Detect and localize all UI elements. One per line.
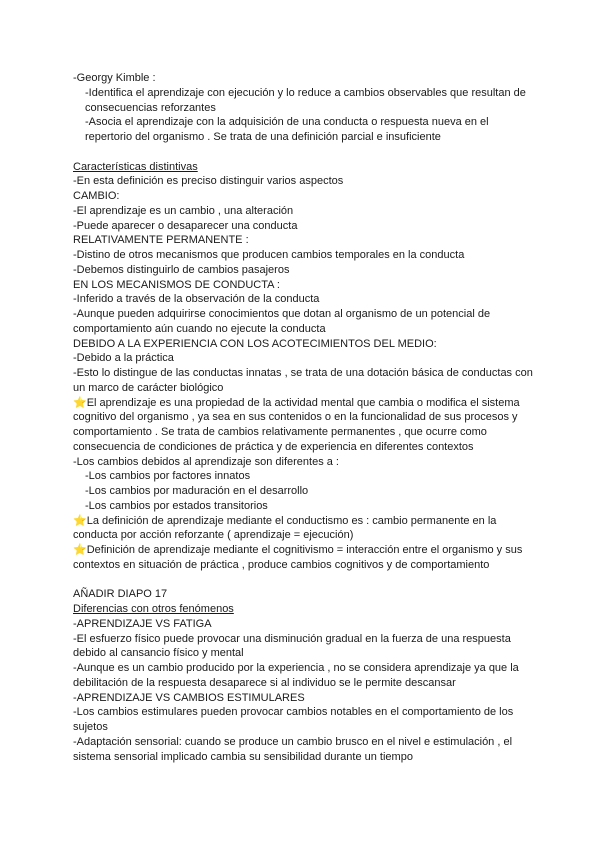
subheading: -APRENDIZAJE VS FATIGA — [73, 617, 212, 630]
author-line: -Georgy Kimble : — [73, 72, 156, 84]
body-line: -Distino de otros mecanismos que producen cambios temporales en la conducta — [73, 249, 465, 261]
blank-line — [73, 573, 533, 588]
list-item: -Los cambios por estados transitorios — [85, 499, 268, 512]
body-line: -Inferido a través de la observación de la conducta — [73, 293, 320, 306]
body-text: Definición de aprendizaje mediante el cognitivismo = interacción entre el organismo y sus contextos en situación de práctica , produce cambios cognitivos y de comportamiento — [73, 544, 523, 571]
subheading: CAMBIO: — [73, 190, 120, 202]
body-line: -En esta definición es preciso distinguir varios aspectos — [73, 175, 344, 188]
blank-line — [73, 145, 533, 160]
body-line: -Los cambios debidos al aprendizaje son diferentes a : — [73, 455, 339, 468]
body-line: -Esto lo distingue de las conductas innatas , se trata de una dotación básica de conductas con un marco de carácter biológico — [73, 367, 533, 394]
body-line: -Aunque pueden adquirirse conocimientos que dotan al organismo de un potencial de comportamiento aún cuando no ejecute la conducta — [73, 308, 491, 335]
body-line: -Debido a la práctica — [73, 352, 174, 365]
body-line: -Los cambios estimulares pueden provocar cambios notables en el comportamiento de los sujetos — [73, 706, 514, 733]
body-text: La definición de aprendizaje mediante el conductismo es : cambio permanente en la conducta por acción reforzante ( aprendizaje = ejecución) — [73, 514, 497, 542]
starred-paragraph — [73, 396, 533, 455]
starred-paragraph — [73, 543, 533, 573]
body-line: -Adaptación sensorial: cuando se produce un cambio brusco en el nivel e estimulación , el sistema sensorial implicado cambia su sensibilidad durante un tiempo — [73, 735, 513, 763]
list-item: -Los cambios por maduración en el desarrollo — [85, 485, 309, 497]
note-line: AÑADIR DIAPO 17 — [73, 588, 168, 601]
body-text: El aprendizaje es una propiedad de la actividad mental que cambia o modifica el sistema cognitivo del organismo , ya sea en sus contenidos o en la funcionalidad de sus procesos y comportamiento . Se trata de cambios relativamente permanentes , que ocurre como consecuencia de condiciones de práctica y de experiencia en diferentes contextos — [73, 396, 520, 453]
starred-paragraph — [73, 514, 533, 544]
body-line: -Asocia el aprendizaje con la adquisición de una conducta o respuesta nueva en el repertorio del organismo . Se trata de una definición parcial e insuficiente — [85, 116, 489, 143]
subheading: DEBIDO A LA EXPERIENCIA CON LOS ACOTECIMIENTOS DEL MEDIO: — [73, 337, 437, 350]
body-line: -El esfuerzo físico puede provocar una disminución gradual en la fuerza de una respuesta debido al cansancio físico y mental — [73, 632, 511, 660]
subheading: -APRENDIZAJE VS CAMBIOS ESTIMULARES — [73, 691, 305, 704]
subheading: EN LOS MECANISMOS DE CONDUCTA : — [73, 278, 280, 291]
subheading: RELATIVAMENTE PERMANENTE : — [73, 234, 249, 247]
star-icon: ⭐ — [73, 514, 87, 527]
star-icon: ⭐ — [73, 544, 87, 556]
document-page — [73, 71, 533, 764]
body-line: -Identifica el aprendizaje con ejecución y lo reduce a cambios observables que resultan de consecuencias reforzantes — [85, 86, 526, 114]
body-line: -Debemos distinguirlo de cambios pasajeros — [73, 263, 290, 276]
list-item: -Los cambios por factores innatos — [85, 470, 251, 483]
section-heading: Diferencias con otros fenómenos — [73, 603, 234, 615]
body-line: -Aunque es un cambio producido por la experiencia , no se considera aprendizaje ya que la debilitación de la respuesta desaparece si al individuo se le permite descansar — [73, 662, 519, 689]
body-line: -El aprendizaje es un cambio , una alteración — [73, 204, 294, 217]
body-line: -Puede aparecer o desaparecer una conducta — [73, 219, 298, 232]
section-heading: Características distintivas — [73, 160, 198, 173]
star-icon: ⭐ — [73, 396, 87, 409]
